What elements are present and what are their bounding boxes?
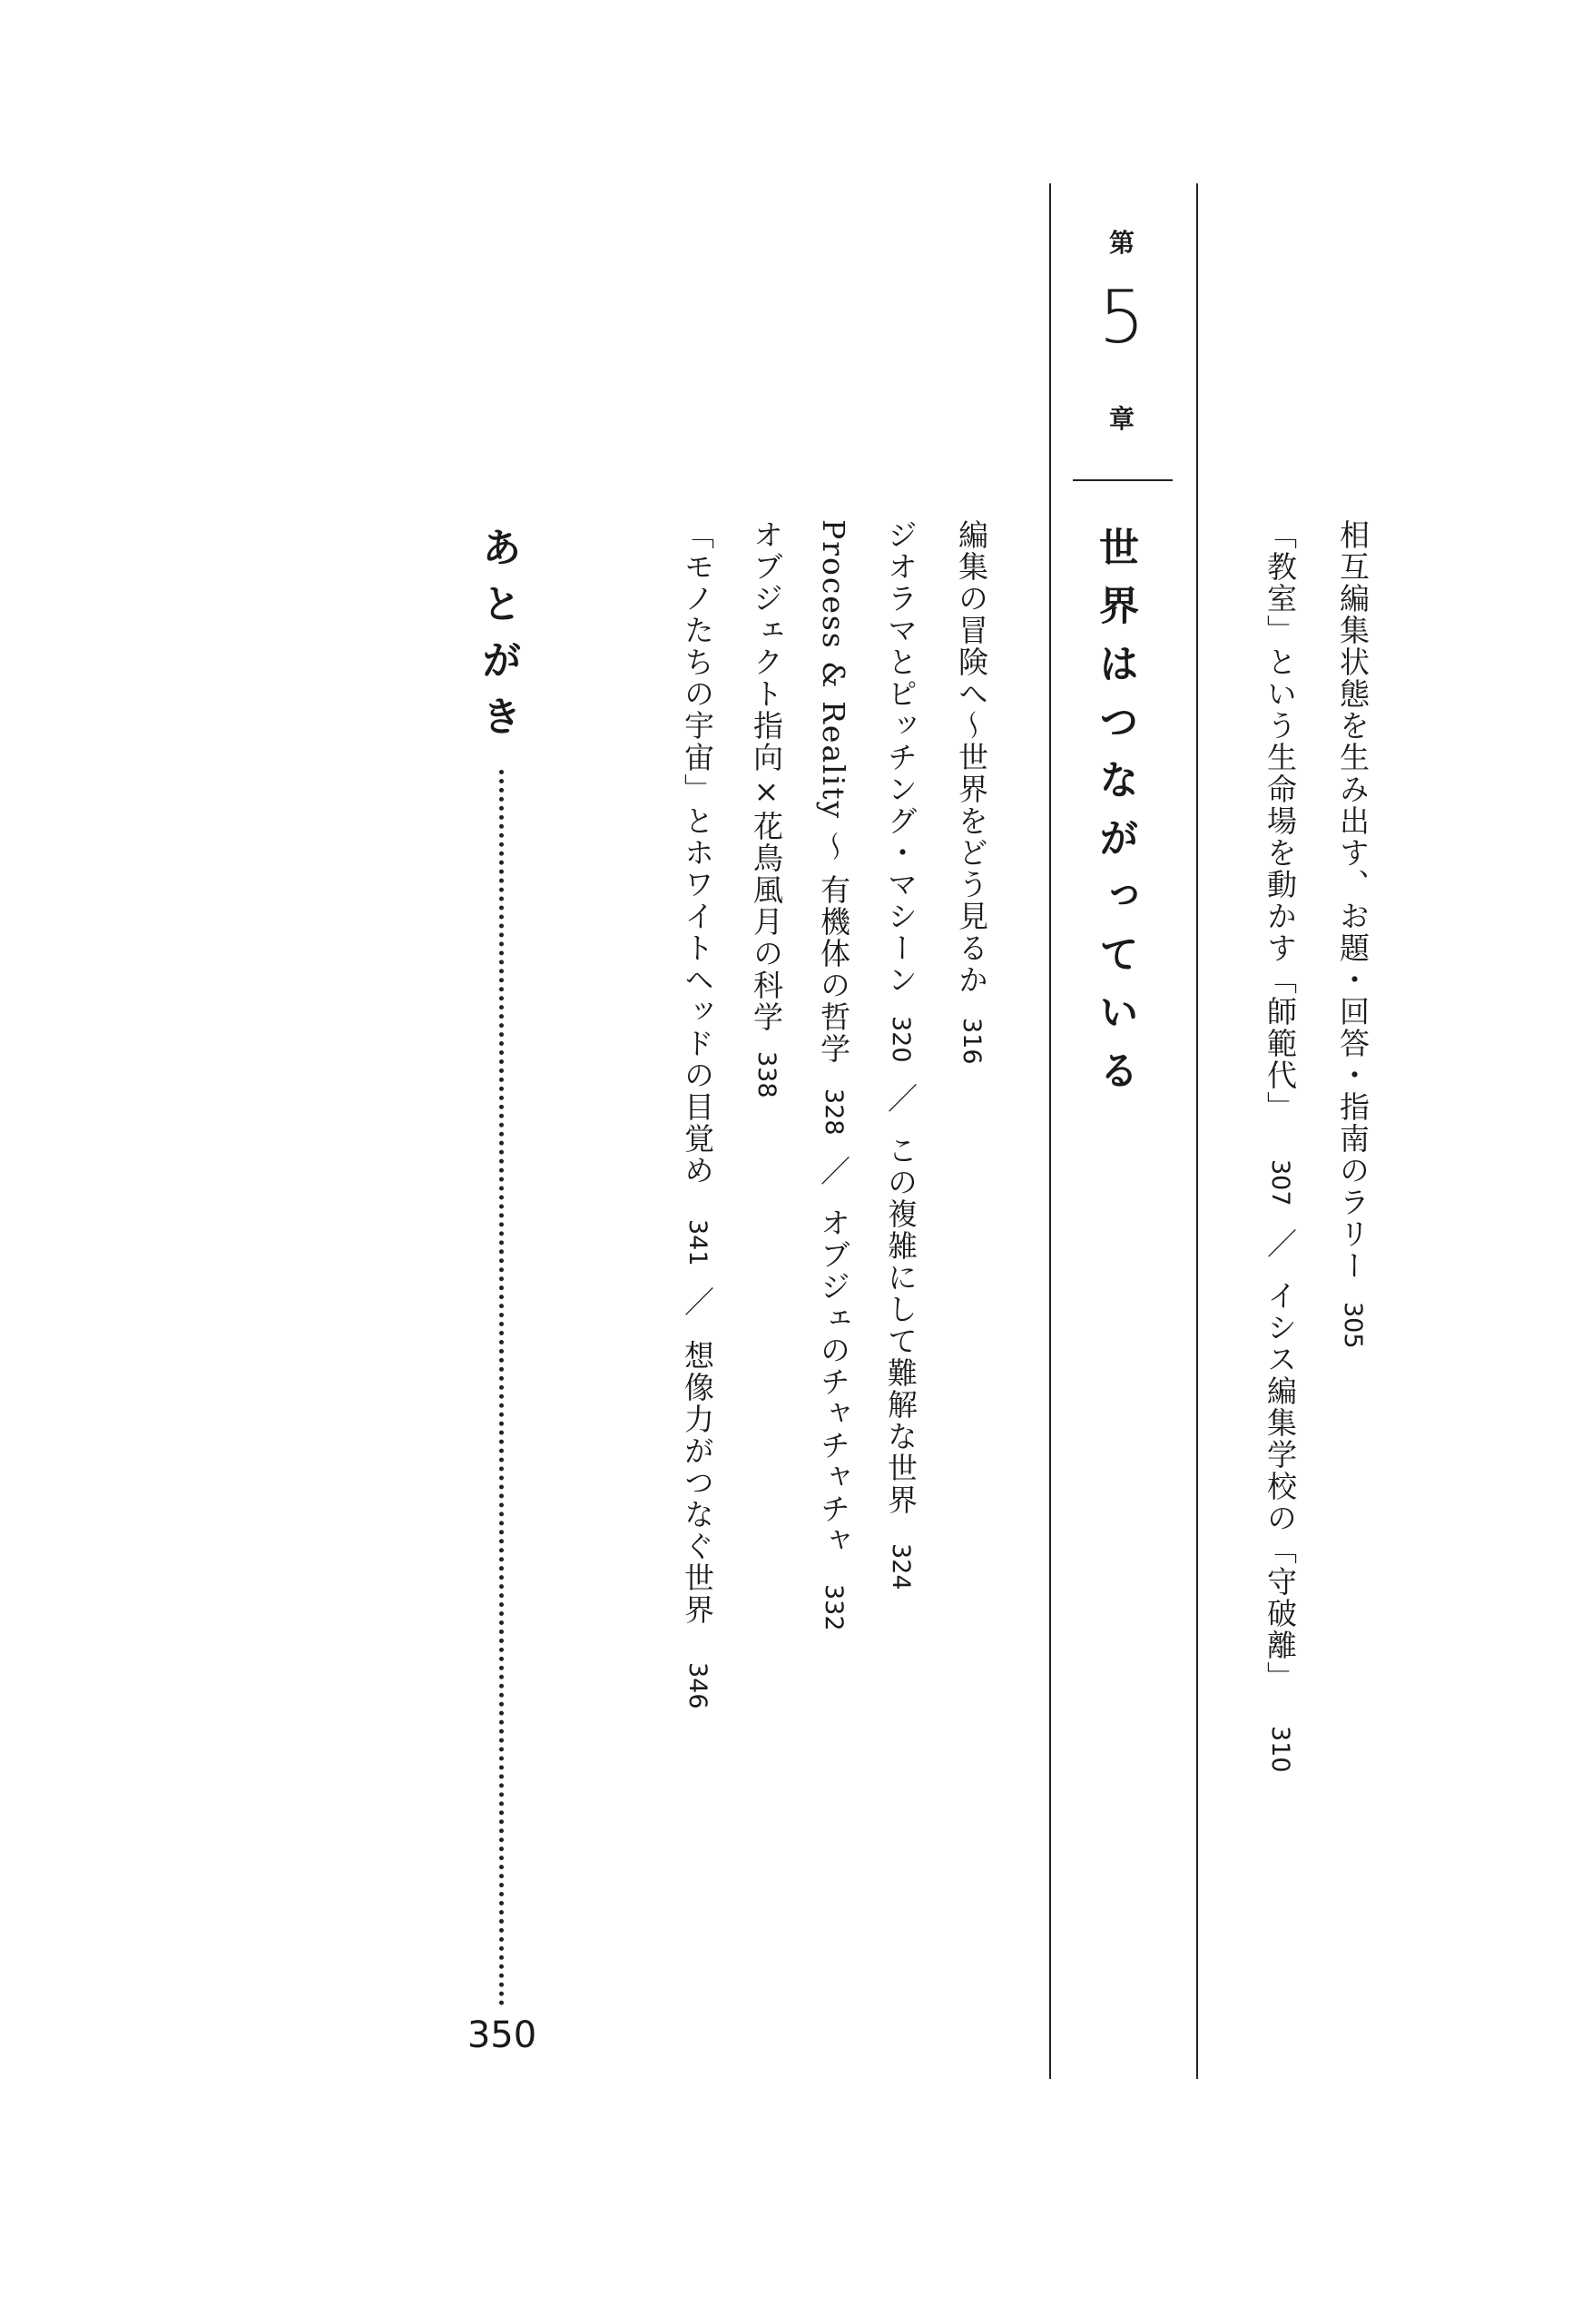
toc-entry: ジオラマとピッチング・マシーン320／この複雑にして難解な世界324 bbox=[883, 519, 919, 1590]
toc-entry: 相互編集状態を生み出す、お題・回答・指南のラリー305 bbox=[1335, 519, 1371, 1349]
afterword-title: あとがき bbox=[475, 527, 521, 752]
divider-left bbox=[1049, 183, 1051, 2079]
toc-entry: 「教室」という生命場を動かす「師範代」307／イシス編集学校の「守破離」310 bbox=[1263, 519, 1298, 1773]
chapter-label-dai: 第 bbox=[1108, 228, 1135, 258]
afterword-page-number: 350 bbox=[467, 2014, 537, 2056]
dot-leader bbox=[499, 770, 504, 2006]
divider-right bbox=[1196, 183, 1198, 2079]
toc-entry: 「モノたちの宇宙」とホワイトヘッドの目覚め341／想像力がつなぐ世界346 bbox=[680, 519, 715, 1709]
chapter-label-sho: 章 bbox=[1108, 404, 1135, 434]
toc-entry: Process & Reality 〜 有機体の哲学328／オブジェのチャチャチャ332 bbox=[816, 519, 851, 1631]
chapter-title: 世界はつながっている bbox=[1092, 527, 1138, 1108]
toc-entry: 編集の冒険へ〜世界をどう見るか316 bbox=[954, 519, 989, 1065]
toc-entry: オブジェクト指向×花鳥風月の科学338 bbox=[749, 519, 784, 1098]
chapter-rule bbox=[1073, 479, 1173, 481]
chapter-number: 5 bbox=[1098, 275, 1145, 359]
